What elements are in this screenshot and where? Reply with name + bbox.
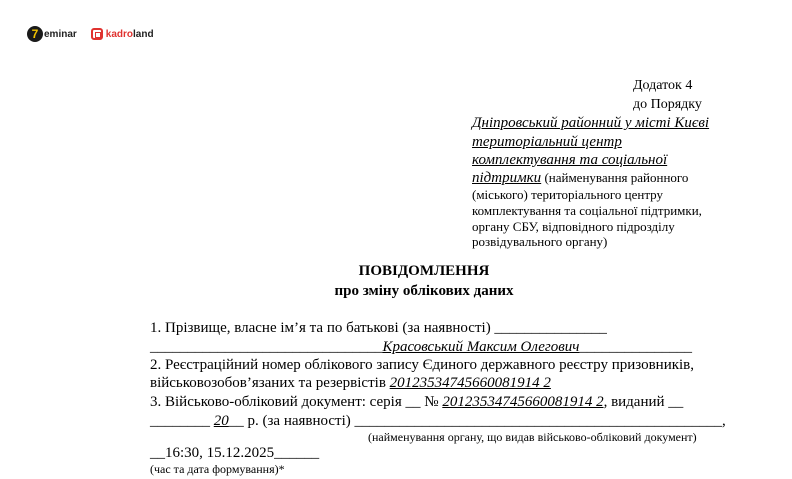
field1-trail: _______________ (579, 339, 692, 355)
logos-bar (27, 25, 154, 43)
field3-issued: , виданий __ (603, 394, 684, 410)
field2-value: 20123534745660081914 2 (389, 375, 551, 391)
field2-line2 (150, 374, 551, 393)
field3-line2-mid: __ р. (за наявності) _________________________________________________, (228, 413, 726, 429)
recipient-line4: підтримки (472, 170, 542, 186)
field3-label: 3. Військово-обліковий документ: серія __ № (150, 394, 443, 410)
kadroland-logo-icon (91, 28, 103, 40)
field3-year: 20 (213, 413, 229, 429)
recipient-note1: (найменування районного (541, 170, 689, 185)
field3-caption: (найменування органу, що видав військово-обліковий документ) (368, 430, 697, 444)
field3-line2-lead: ________ (150, 413, 214, 429)
addendum-line2: до Порядку (633, 97, 702, 112)
document-subtitle: про зміну облікових даних (334, 283, 514, 299)
field1-label: 1. Прізвище, власне ім’я та по батькові (за наявності) _______________ (150, 320, 607, 336)
recipient-line2: територіальний центр (472, 134, 622, 150)
recipient-note2: (міського) територіального центру (472, 187, 664, 202)
seminar-logo-icon: 7 (27, 26, 43, 42)
recipient-line4-row (472, 169, 688, 188)
recipient-line3: комплектування та соціальної (472, 152, 668, 168)
field1-lead: _______________________________ (150, 339, 383, 355)
formed-caption: (час та дата формування)* (150, 462, 285, 476)
field2-label: військовозобов’язаних та резервістів (150, 375, 390, 391)
kadroland-logo-part2: land (133, 28, 154, 40)
recipient-note5: розвідувального органу) (472, 234, 608, 249)
formed-value: __16:30, 15.12.2025______ (150, 445, 320, 461)
document-title: ПОВІДОМЛЕННЯ (358, 263, 490, 279)
recipient-note3: комплектування та соціальної підтримки, (472, 203, 702, 218)
kadroland-logo-part1: kadro (105, 28, 134, 40)
kadroland-logo-text (106, 29, 154, 40)
field2-line1: 2. Реєстраційний номер облікового запису Єдиного державного реєстру призовників, (150, 357, 695, 373)
field1-value-row (150, 338, 692, 357)
seminar-logo-text: eminar (44, 28, 77, 40)
recipient-line1: Дніпровський районний у місті Києві (472, 115, 710, 131)
field3-number: 20123534745660081914 2 (442, 394, 604, 410)
field1-value: Красовський Максим Олегович (382, 339, 580, 355)
field3-line1 (150, 393, 683, 412)
addendum-line1: Додаток 4 (633, 78, 693, 93)
field3-line2 (150, 412, 726, 431)
recipient-note4: органу СБУ, відповідного підрозділу (472, 219, 675, 234)
